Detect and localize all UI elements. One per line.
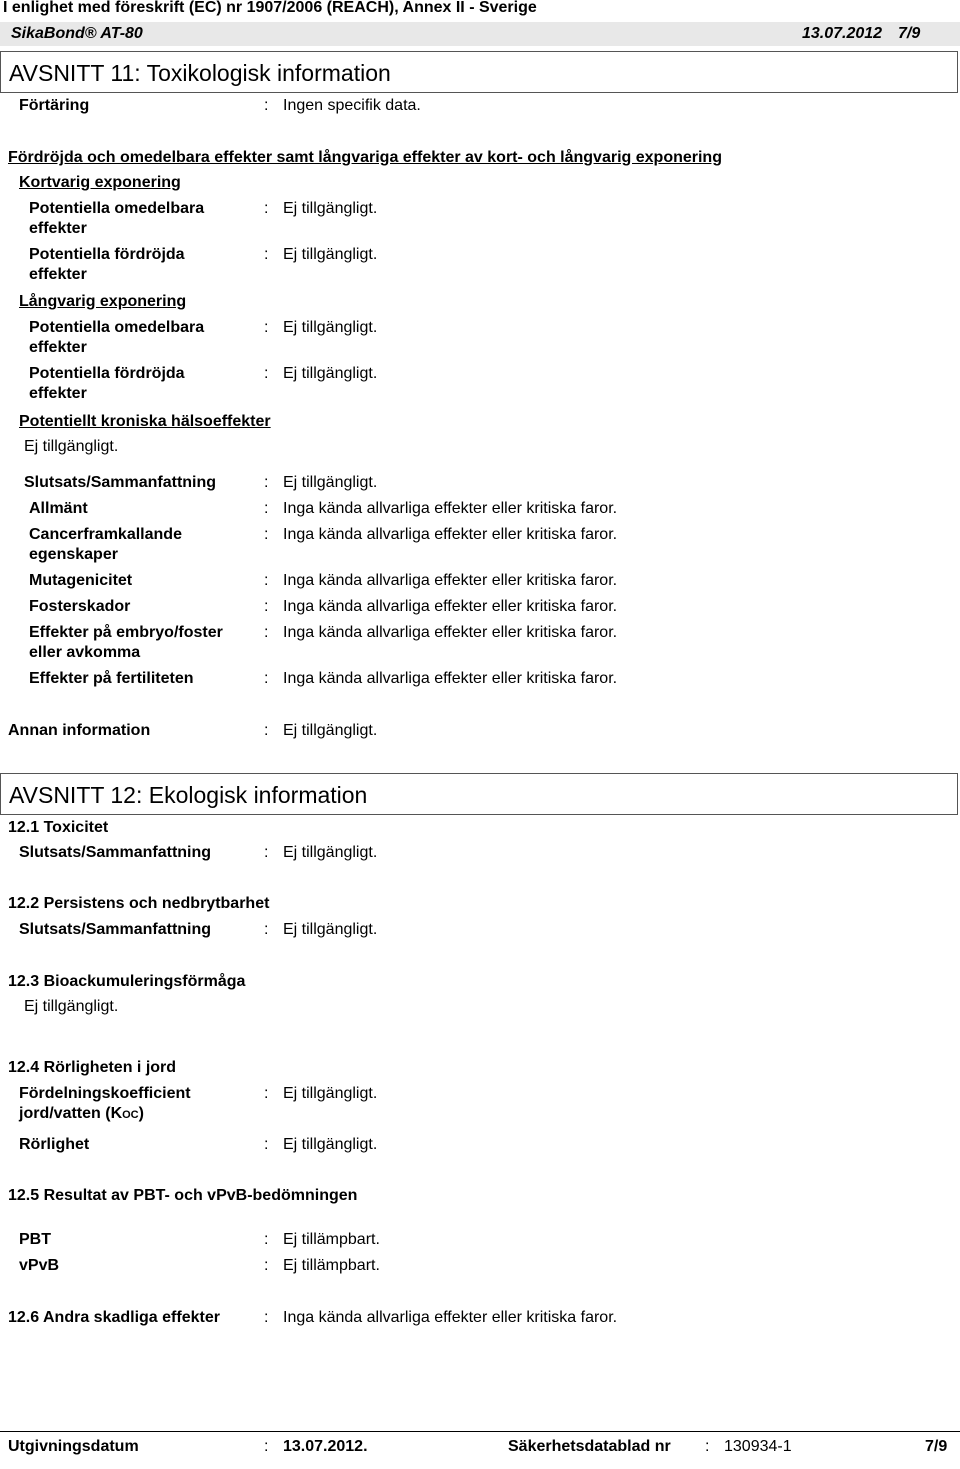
mobility-label: Rörlighet: [19, 1136, 90, 1153]
fertility-label: Effekter på fertiliteten: [29, 670, 194, 687]
long-delayed-label-1: Potentiella fördröjda: [29, 365, 185, 382]
fertility-value: Inga kända allvarliga effekter eller kritiska faror.: [283, 670, 618, 687]
short-delayed-value: Ej tillgängligt.: [283, 246, 378, 263]
carcinogenic-label-2: egenskaper: [29, 546, 118, 563]
section-12-title: AVSNITT 12: Ekologisk information: [9, 782, 368, 808]
long-immediate-label-1: Potentiella omedelbara: [29, 319, 205, 336]
general-value: Inga kända allvarliga effekter eller kritiska faror.: [283, 500, 618, 517]
mobility-heading: 12.4 Rörligheten i jord: [8, 1059, 177, 1076]
developmental-label-1: Effekter på embryo/foster: [29, 624, 223, 641]
summary-colon: :: [264, 474, 269, 491]
other-effects-value: Inga kända allvarliga effekter eller kritiska faror.: [283, 1309, 618, 1326]
koc-label-1: Fördelningskoefficient: [19, 1085, 191, 1102]
teratogenicity-value: Inga kända allvarliga effekter eller kritiska faror.: [283, 598, 618, 615]
short-delayed-colon: :: [264, 246, 269, 263]
ingestion-value: Ingen specifik data.: [283, 97, 421, 114]
teratogenicity-label: Fosterskador: [29, 598, 131, 615]
toxicity-colon: :: [264, 844, 269, 861]
persistence-value: Ej tillgängligt.: [283, 921, 378, 938]
vpvb-value: Ej tillämpbart.: [283, 1257, 380, 1274]
mobility-colon: :: [264, 1136, 269, 1153]
toxicity-heading: 12.1 Toxicitet: [8, 819, 109, 836]
general-label: Allmänt: [29, 500, 88, 517]
koc-label-2: [19, 1104, 144, 1125]
footer-sds-number: 130934-1: [724, 1438, 792, 1455]
pbt-value: Ej tillämpbart.: [283, 1231, 380, 1248]
toxicity-summary-label: Slutsats/Sammanfattning: [19, 844, 212, 861]
short-immediate-label-1: Potentiella omedelbara: [29, 200, 205, 217]
footer-issue-label: Utgivningsdatum: [8, 1438, 139, 1455]
footer-issue-date: 13.07.2012.: [283, 1438, 368, 1455]
koc-value: Ej tillgängligt.: [283, 1085, 378, 1102]
persistence-colon: :: [264, 921, 269, 938]
bioaccumulation-heading: 12.3 Bioackumuleringsförmåga: [8, 973, 246, 990]
pbt-colon: :: [264, 1231, 269, 1248]
other-info-colon: :: [264, 722, 269, 739]
vpvb-label: vPvB: [19, 1257, 60, 1274]
fertility-colon: :: [264, 670, 269, 687]
long-delayed-label-2: effekter: [29, 385, 87, 402]
short-term-heading: Kortvarig exponering: [19, 174, 181, 191]
developmental-colon: :: [264, 624, 269, 641]
toxicity-value: Ej tillgängligt.: [283, 844, 378, 861]
footer-issue-colon: :: [264, 1438, 269, 1455]
koc-label-subscript: OC: [122, 1109, 139, 1121]
vpvb-colon: :: [264, 1257, 269, 1274]
developmental-value: Inga kända allvarliga effekter eller kritiska faror.: [283, 624, 618, 641]
chronic-heading: Potentiellt kroniska hälsoeffekter: [19, 413, 271, 430]
pbt-label: PBT: [19, 1231, 51, 1248]
long-term-heading: Långvarig exponering: [19, 293, 187, 310]
header-date: 13.07.2012: [802, 25, 883, 42]
pbt-heading: 12.5 Resultat av PBT- och vPvB-bedömningen: [8, 1187, 358, 1204]
footer-sds-label: Säkerhetsdatablad nr: [508, 1438, 671, 1455]
koc-label-prefix: jord/vatten (K: [19, 1105, 123, 1122]
summary-label: Slutsats/Sammanfattning: [24, 474, 217, 491]
section-11-title-box: [0, 51, 958, 93]
mutagenicity-label: Mutagenicitet: [29, 572, 133, 589]
footer-page: 7/9: [925, 1438, 948, 1455]
summary-value: Ej tillgängligt.: [283, 474, 378, 491]
footer-rule: [0, 1431, 960, 1432]
persistence-heading: 12.2 Persistens och nedbrytbarhet: [8, 895, 270, 912]
short-delayed-label-2: effekter: [29, 266, 87, 283]
developmental-label-2: eller avkomma: [29, 644, 141, 661]
other-info-label: Annan information: [8, 722, 151, 739]
persistence-summary-label: Slutsats/Sammanfattning: [19, 921, 212, 938]
long-delayed-value: Ej tillgängligt.: [283, 365, 378, 382]
short-immediate-colon: :: [264, 200, 269, 217]
short-delayed-label-1: Potentiella fördröjda: [29, 246, 185, 263]
short-immediate-value: Ej tillgängligt.: [283, 200, 378, 217]
product-name: SikaBond® AT-80: [11, 25, 143, 42]
other-effects-colon: :: [264, 1309, 269, 1326]
long-delayed-colon: :: [264, 365, 269, 382]
long-immediate-label-2: effekter: [29, 339, 87, 356]
mutagenicity-colon: :: [264, 572, 269, 589]
mutagenicity-value: Inga kända allvarliga effekter eller kritiska faror.: [283, 572, 618, 589]
carcinogenic-value: Inga kända allvarliga effekter eller kritiska faror.: [283, 526, 618, 543]
delayed-effects-heading: Fördröjda och omedelbara effekter samt långvariga effekter av kort- och långvarig exponering: [8, 149, 722, 166]
carcinogenic-colon: :: [264, 526, 269, 543]
koc-colon: :: [264, 1085, 269, 1102]
bioaccumulation-value: Ej tillgängligt.: [24, 998, 119, 1015]
other-effects-heading: 12.6 Andra skadliga effekter: [8, 1309, 220, 1326]
section-11-title: AVSNITT 11: Toxikologisk information: [9, 60, 391, 86]
carcinogenic-label-1: Cancerframkallande: [29, 526, 182, 543]
long-immediate-value: Ej tillgängligt.: [283, 319, 378, 336]
ingestion-label: Förtäring: [19, 97, 90, 114]
other-info-value: Ej tillgängligt.: [283, 722, 378, 739]
short-immediate-label-2: effekter: [29, 220, 87, 237]
teratogenicity-colon: :: [264, 598, 269, 615]
general-colon: :: [264, 500, 269, 517]
regulation-header: I enlighet med föreskrift (EC) nr 1907/2006 (REACH), Annex II - Sverige: [3, 0, 537, 16]
long-immediate-colon: :: [264, 319, 269, 336]
mobility-value: Ej tillgängligt.: [283, 1136, 378, 1153]
koc-label-suffix: ): [138, 1105, 144, 1122]
section-12-title-box: [0, 773, 958, 815]
ingestion-colon: :: [264, 97, 269, 114]
footer-sds-colon: :: [705, 1438, 710, 1455]
chronic-value: Ej tillgängligt.: [24, 438, 119, 455]
header-page: 7/9: [898, 25, 921, 42]
